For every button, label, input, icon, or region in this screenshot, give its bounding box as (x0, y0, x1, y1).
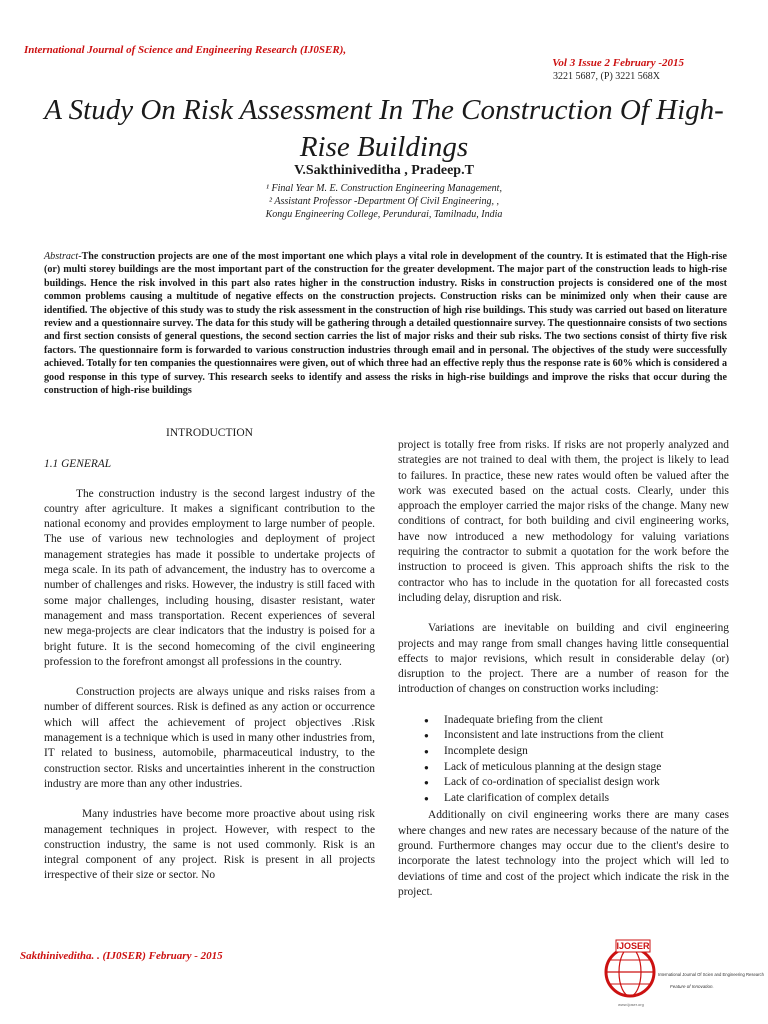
affiliation-2: ² Assistant Professor -Department Of Civil Engineering, , (269, 196, 499, 207)
abstract-label: Abstract- (44, 251, 82, 262)
paragraph: Many industries have become more proactive about using risk management techniques in project. However, with respect to the construction industry, the same is not used commonly. Risk is an integral component of any project. Risk is present in all projects irrespective of their size or sector. No (44, 808, 375, 882)
bullet-list (398, 713, 729, 807)
logo-caption: International Journal Of Scien and Engineering Research (658, 972, 764, 977)
journal-name: International Journal of Science and Engineering Research (IJ0SER), (24, 44, 347, 56)
paragraph: The construction industry is the second largest industry of the country after agriculture. It makes a significant contribution to the national economy and provides employment to large number of people. The use of various new technologies and deployment of project management strategies has made it possible to undertake projects of mega scale. In its path of advancement, the industry has to overcome a number of challenges and risks. However, the industry is still faced with some major challenges, including housing, disaster resistant, water management and mass transportation. Recent experiences of several new mega-projects are clear indicators that the industry is poised for a bright future. It is the second homecoming of the civil engineering profession to the forefront amongst all professions in the country. (44, 487, 375, 668)
paper-title: A Study On Risk Assessment In The Construction Of High-Rise Buildings (44, 94, 724, 163)
logo-url: www.ijoser.org (618, 1002, 644, 1007)
logo-name: IJOSER (616, 941, 650, 951)
paragraph: Variations are inevitable on building and civil engineering projects and may range from small changes having little consequential effects to major revisions, which result in considerable delay (or) disruption to the project. There are a number of reason for the introduction of changes on construction works including: (398, 622, 729, 696)
volume-info: Vol 3 Issue 2 February -2015 (552, 57, 684, 69)
globe-icon (600, 936, 764, 1014)
list-item: ● Lack of meticulous planning at the design stage (424, 760, 729, 776)
left-column (44, 426, 375, 899)
affiliation-1: ¹ Final Year M. E. Construction Engineering Management, (266, 183, 502, 194)
paragraph: project is totally free from risks. If risks are not properly analyzed and strategies are not trained to deal with them, the project is likely to lead to failures. In practice, these new rates would often be valued after the work was executed based on the actual costs. Clearly, under this approach the employer carried the major risks of the change. Many new conditions of contract, for both building and civil engineering works, have now introduced a new methodology for valuing variations requiring the contractor to submit a quotation for the work before the instruction to proceed is given. This approach shifts the risk to the contractor who has to include in the quotation for all forecasted costs including delay, disruption and risk. (398, 439, 729, 604)
right-column (398, 438, 729, 915)
journal-logo (600, 936, 764, 1014)
list-item: ● Incomplete design (424, 744, 729, 760)
paper-authors: V.Sakthiniveditha , Pradeep.T (294, 163, 474, 178)
list-item: ● Inadequate briefing from the client (424, 713, 729, 729)
abstract (44, 250, 727, 397)
abstract-text: The construction projects are one of the most important one which plays a vital role in development of the country. It is estimated that the High-rise (or) multi storey buildings are the most important part of the construction for the greater development. The major part of the construction leads to high-rise buildings. Hence the risk involved in this part also rates higher in the construction industry. Risks in construction projects is considered one of the most common problems causing a multitude of negative effects on the construction projects. Construction risks can be minimized only when their cause are identified. The objective of this study was to study the risk assessment in the construction of high rise buildings. This study was carried out based on literature review and a questionnaire survey. The data for this study will be gathering through a detailed questionnaire survey. The questionnaire consists of two sections and first section consists of general questions, the second section carries the list of major risks and their sub risks. The two sections consist of thirty five risk factors. The questionnaire form is forwarded to various construction industries through email and in personal. The objectives of the study were successfully achieved. Totally for ten companies the questionnaires were given, out of which three had an effective reply thus the response rate is 60% which is considered a good response in this type of survey. This research seeks to identify and assess the risks in high-rise buildings and improve the risks that occur during the construction of high-rise buildings (44, 251, 727, 397)
list-item: ● Lack of co-ordination of specialist design work (424, 775, 729, 791)
paragraph: Construction projects are always unique and risks raises from a number of different sources. Risk is defined as any action or occurrence which will affect the achievement of project objectives .Risk management is a technique which is used in many other industries from, IT related to business, automobile, pharmaceutical industry, to the construction sector. Risks and uncertainties inherent in the construction industry are more than any other industries. (44, 686, 375, 790)
footer-citation: Sakthiniveditha. . (IJ0SER) February - 2015 (20, 950, 223, 962)
list-item: ● Inconsistent and late instructions from the client (424, 728, 729, 744)
list-item: ● Late clarification of complex details (424, 791, 729, 807)
section-heading: INTRODUCTION (166, 427, 253, 439)
paragraph: Additionally on civil engineering works there are many cases where changes and new rates are necessary because of the nature of the ground. Furthermore changes may occur due to the client's desire to incorporate the latest technology into the project which will led to deviations of time and cost of the project which indicate the risk in the project. (398, 809, 729, 898)
logo-tagline: Feature of Innovation. (670, 984, 714, 989)
affiliation-3: Kongu Engineering College, Perundurai, Tamilnadu, India (265, 209, 503, 220)
issn-info: 3221 5687, (P) 3221 568X (553, 71, 660, 82)
subsection-heading: 1.1 GENERAL (44, 458, 112, 471)
